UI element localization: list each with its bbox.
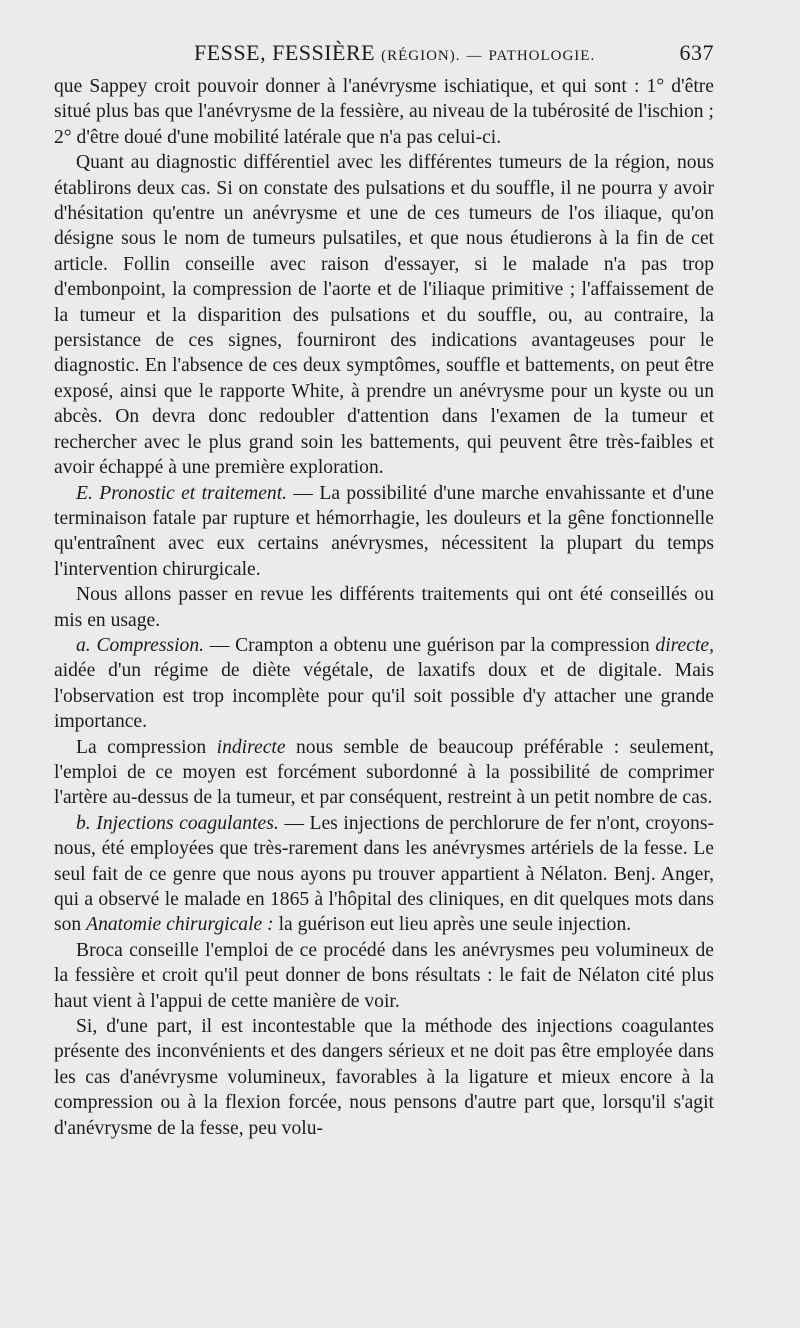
emphasis: directe <box>655 634 710 656</box>
emphasis: Anatomie chirurgicale : <box>86 914 274 936</box>
running-title <box>194 40 595 66</box>
paragraph: Broca conseille l'emploi de ce procédé dans les anévrysmes peu volumineux de la fessière et croit qu'il peut donner de bons résultats : le fait de Nélaton cité plus haut vient à l'appui de cette manière de voir. <box>54 939 714 1012</box>
paragraph: Nous allons passer en revue les différents traitements qui ont été conseillés ou mis en usage. <box>54 584 714 631</box>
paragraph-text: — Crampton a obtenu une guérison par la compression <box>204 634 656 656</box>
running-header <box>54 40 714 74</box>
title-region: (RÉGION). <box>381 48 461 64</box>
paragraph-text: nous semble de beaucoup préférable : seulement, l'emploi de ce moyen est forcément subordonné à la possibilité de comprimer l'artère au-dessus de la tumeur, et par conséquent, restreint à un petit nombre de cas. <box>54 736 714 809</box>
paragraph-text: la guérison eut lieu après une seule injection. <box>273 914 632 936</box>
paragraph <box>54 735 714 811</box>
page-body <box>54 74 714 1141</box>
paragraph <box>54 481 714 583</box>
section-heading: b. Injections coagulantes. <box>76 812 279 834</box>
paragraph: que Sappey croit pouvoir donner à l'anévrysme ischiatique, et qui sont : 1° d'être situé plus bas que l'anévrysme de la fessière, au niveau de la tubérosité de l'ischion ; 2° d'être doué d'une mobilité latérale que n'a pas celui-ci. <box>54 76 714 148</box>
paragraph-text: , aidée d'un régime de diète végétale, de laxatifs doux et de digitale. Mais l'observation est trop incomplète pour qu'il soit possible d'y attacher une grande importance. <box>54 634 714 733</box>
paragraph: Si, d'une part, il est incontestable que la méthode des injections coagulantes présente des inconvénients et des dangers sérieux et ne doit pas être employée dans les cas d'anévrysme volumineux, favorables à la ligature et mieux encore à la compression ou à la flexion forcée, nous pensons d'autre part que, lorsqu'il s'agit d'anévrysme de la fesse, peu volu- <box>54 1016 714 1139</box>
title-section: PATHOLOGIE. <box>488 48 596 64</box>
paragraph-text: — La possibilité d'une marche envahissante et d'une terminaison fatale par rupture et hémorrhagie, les douleurs et la gêne fonctionnelle qu'entraînent avec eux certains anévrysmes, nécessitent la plupart du temps l'intervention chirurgicale. <box>54 482 714 580</box>
section-heading: E. Pronostic et traitement. <box>76 482 288 504</box>
section-heading: a. Compression. <box>76 634 205 656</box>
paragraph-text: La compression <box>76 736 217 758</box>
emphasis: indirecte <box>216 736 286 758</box>
title-main: FESSE, FESSIÈRE <box>194 40 376 65</box>
page-number: 637 <box>679 40 714 65</box>
paragraph-text: — Les injections de perchlorure de fer n'ont, croyons-nous, été employées que très-rarement dans les anévrysmes artériels de la fesse. Le seul fait de ce genre que nous ayons pu trouver appartient à Nélaton. Benj. Anger, qui a observé le malade en 1865 à l'hôpital des cliniques, en dit quelques mots dans son <box>54 812 714 936</box>
paragraph: Quant au diagnostic différentiel avec les différentes tumeurs de la région, nous établirons deux cas. Si on constate des pulsations et du souffle, il ne pourra y avoir d'hésitation qu'entre un anévrysme et une de ces tumeurs de l'os iliaque, qu'on désigne sous le nom de tumeurs pulsatiles, et que nous étudierons à la fin de cet article. Follin conseille avec raison d'essayer, si le malade n'a pas trop d'embonpoint, la compression de l'aorte et de l'iliaque primitive ; l'affaissement de la tumeur et la disparition des pulsations et du souffle, ou, au contraire, la persistance de ces signes, fourniront des indications avantageuses pour le diagnostic. En l'absence de ces deux symptômes, souffle et battements, on peut être exposé, ainsi que le rapporte White, à prendre un anévrysme pour un kyste ou un abcès. On devra donc redoubler d'attention dans l'examen de la tumeur et rechercher avec le plus grand soin les battements, qui peuvent être très-faibles et avoir échappé à une première exploration. <box>54 152 714 479</box>
paragraph <box>54 633 714 735</box>
title-sep: — <box>466 48 483 64</box>
paragraph <box>54 811 714 938</box>
